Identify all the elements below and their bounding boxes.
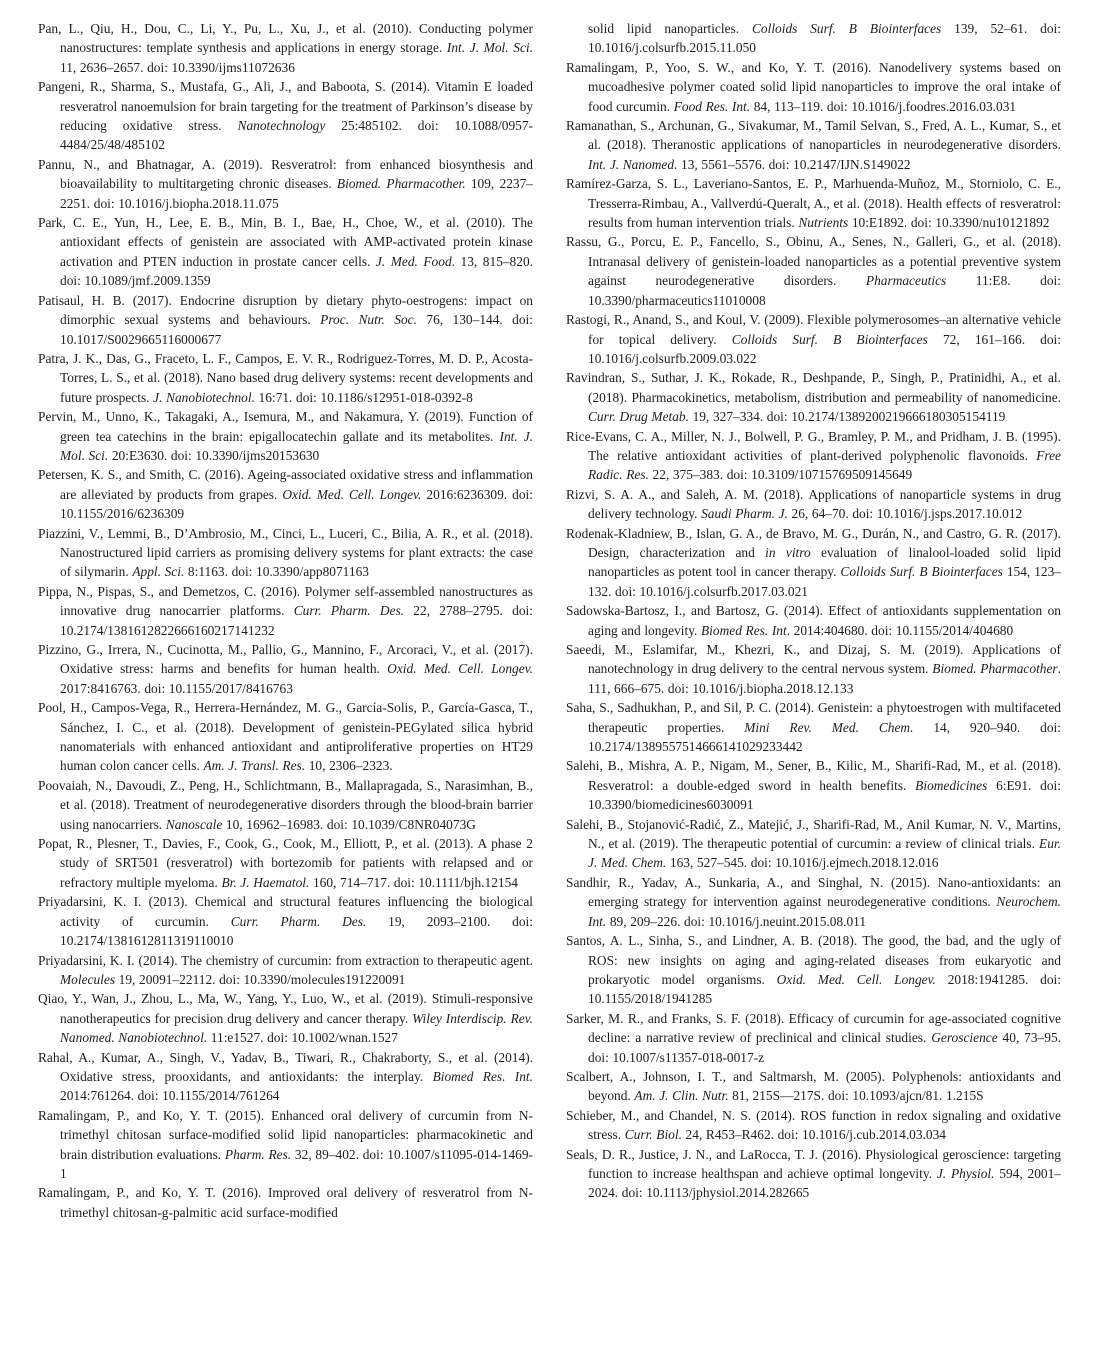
reference-text: Popat, R., Plesner, T., Davies, F., Cook, G., Cook, M., Elliott, P., et al. (2013). A phase 2 study of SRT501 (resveratrol) with bortezomib for patients with relapsed and or refractory multiple myeloma.: [38, 836, 533, 890]
journal-name: Molecules: [60, 971, 116, 987]
reference-text: 11, 2636–2657. doi: 10.3390/ijms11072636: [60, 59, 295, 75]
reference-text: Pan, L., Qiu, H., Dou, C., Li, Y., Pu, L., Xu, J., et al. (2010). Conducting polymer nanostructures: template synthesis and applications in energy storage.: [38, 21, 533, 56]
journal-name: Food Res. Int.: [673, 98, 751, 114]
journal-name: Curr. Biol.: [624, 1127, 682, 1143]
journal-name: Eur. J. Med. Chem.: [588, 836, 1061, 871]
reference-item: [38, 776, 533, 834]
reference-text: 8:1163. doi: 10.3390/app8071163: [184, 564, 369, 580]
reference-item: [566, 368, 1061, 426]
reference-text: evaluation of linalool-loaded solid lipid nanoparticles as potent tool in cancer therapy.: [588, 544, 1061, 580]
reference-text: Ramírez-Garza, S. L., Laveriano-Santos, E. P., Marhuenda-Muñoz, M., Storniolo, C. E., Tresserra-Rimbau, A., Vallverdú-Queralt, A., et al. (2018). Health effects of resveratrol: results from human intervention trials.: [566, 176, 1061, 231]
reference-text: 2014:761264. doi: 10.1155/2014/761264: [60, 1088, 280, 1104]
reference-text: 40, 73–95. doi: 10.1007/s11357-018-0017-z: [588, 1030, 1061, 1065]
reference-item: [566, 756, 1061, 814]
reference-item: [566, 815, 1061, 873]
references-column-left: [38, 19, 533, 1222]
reference-item: [38, 1048, 533, 1106]
journal-name: Colloids Surf. B Biointerfaces: [840, 564, 1003, 580]
reference-item: [566, 116, 1061, 174]
reference-item: [38, 465, 533, 523]
reference-item: [566, 931, 1061, 1009]
journal-name: Appl. Sci.: [132, 564, 185, 580]
reference-text: 81, 215S—217S. doi: 10.1093/ajcn/81. 1.215S: [728, 1088, 984, 1104]
reference-item: [38, 1106, 533, 1184]
journal-name: J. Physiol.: [936, 1165, 995, 1181]
journal-name: Pharm. Res.: [224, 1146, 292, 1162]
reference-text: Patra, J. K., Das, G., Fraceto, L. F., Campos, E. V. R., Rodriguez-Torres, M. D. P., Acosta-Torres, L. S., et al. (2018). Nano based drug delivery systems: recent developments and future prospects.: [38, 350, 533, 405]
reference-text: Petersen, K. S., and Smith, C. (2016). Ageing-associated oxidative stress and inflammation are alleviated by products from grapes.: [38, 467, 533, 502]
reference-text: Pool, H., Campos-Vega, R., Herrera-Hernández, M. G., García-Solis, P., García-Gasca, T., Sánchez, I. C., et al. (2018). Development of genistein-PEGylated silica hybrid nanomaterials with enhanced antioxidant and antiproliferative properties on HT29 human colon cancer cells.: [38, 700, 533, 774]
reference-item: [38, 1183, 533, 1222]
journal-name: Nanotechnology: [237, 118, 326, 134]
journal-name: Am. J. Transl. Res.: [203, 758, 306, 774]
reference-item: [38, 524, 533, 582]
reference-item: [38, 582, 533, 640]
journal-name: Mini Rev. Med. Chem.: [744, 719, 914, 735]
reference-item: [566, 1067, 1061, 1106]
reference-text: 11:e1527. doi: 10.1002/wnan.1527: [207, 1030, 398, 1046]
journal-name: Curr. Pharm. Des.: [293, 603, 405, 619]
reference-text: Rodenak-Kladniew, B., Islan, G. A., de Bravo, M. G., Durán, N., and Castro, G. R. (2017). Design, characterization and: [566, 525, 1061, 560]
reference-text: 22, 375–383. doi: 10.3109/10715769509145649: [648, 467, 913, 483]
reference-item: [38, 77, 533, 155]
reference-item: [566, 524, 1061, 602]
reference-text: Ramalingam, P., Yoo, S. W., and Ko, Y. T. (2016). Nanodelivery systems based on mucoadhesive polymer coated solid lipid nanoparticles to improve the oral intake of food curcumin.: [566, 59, 1061, 114]
reference-text: 163, 527–545. doi: 10.1016/j.ejmech.2018.12.016: [666, 855, 939, 871]
reference-item: [38, 989, 533, 1047]
journal-name: Oxid. Med. Cell. Longev.: [387, 661, 533, 677]
reference-item: [566, 58, 1061, 116]
journal-name: Oxid. Med. Cell. Longev.: [282, 486, 422, 502]
journal-name: in vitro: [765, 544, 811, 560]
journal-name: Biomedicines: [915, 777, 988, 793]
reference-text: Scalbert, A., Johnson, I. T., and Saltmarsh, M. (2005). Polyphenols: antioxidants and beyond.: [566, 1068, 1061, 1104]
reference-text: . 13, 815–820. doi: 10.1089/jmf.2009.1359: [60, 253, 533, 289]
reference-text: 10:E1892. doi: 10.3390/nu10121892: [848, 215, 1050, 231]
reference-item: [38, 892, 533, 950]
reference-text: 25:485102. doi: 10.1088/0957-4484/25/48/485102: [60, 118, 533, 153]
reference-text: 139, 52–61. doi: 10.1016/j.colsurfb.2015.11.050: [588, 21, 1061, 56]
reference-item-continuation: [566, 19, 1061, 58]
journal-name: Biomed. Pharmacother: [932, 661, 1058, 677]
reference-text: Ramalingam, P., and Ko, Y. T. (2015). Enhanced oral delivery of curcumin from N-trimethyl chitosan surface-modified solid lipid nanoparticles: pharmacokinetic and brain distribution evaluations.: [38, 1107, 533, 1162]
reference-text: Sadowska-Bartosz, I., and Bartosz, G. (2014). Effect of antioxidants supplementation on aging and longevity.: [566, 603, 1061, 638]
reference-text: 19, 2093–2100. doi: 10.2174/1381612811319110010: [60, 913, 533, 949]
reference-item: [566, 232, 1061, 310]
reference-item: [566, 698, 1061, 756]
journal-name: Neurochem. Int.: [588, 894, 1061, 929]
reference-text: Poovaiah, N., Davoudi, Z., Peng, H., Schlichtmann, B., Mallapragada, S., Narasimhan, B., et al. (2018). Treatment of neurodegenerative disorders through the blood-brain barrier using nanocarriers.: [38, 777, 533, 832]
reference-text: Pannu, N., and Bhatnagar, A. (2019). Resveratrol: from enhanced biosynthesis and bioavailability to multitargeting chronic diseases.: [38, 156, 533, 192]
reference-item: [38, 951, 533, 990]
reference-text: 594, 2001–2024. doi: 10.1113/jphysiol.2014.282665: [588, 1165, 1061, 1201]
journal-name: Colloids Surf. B Biointerfaces: [731, 331, 928, 347]
reference-item: [38, 213, 533, 291]
reference-text: . 2014:404680. doi: 10.1155/2014/404680: [786, 622, 1014, 638]
reference-text: Rastogi, R., Anand, S., and Koul, V. (2009). Flexible polymerosomes–an alternative vehicle for topical delivery.: [566, 312, 1061, 347]
reference-text: Ramanathan, S., Archunan, G., Sivakumar, M., Tamil Selvan, S., Fred, A. L., Kumar, S., et al. (2018). Theranostic applications of nanoparticles in neurodegenerative disorders.: [566, 118, 1061, 153]
reference-text: Schieber, M., and Chandel, N. S. (2014). ROS function in redox signaling and oxidative stress.: [566, 1107, 1061, 1143]
journal-name: Biomed. Pharmacother.: [336, 176, 466, 192]
reference-text: 24, R453–R462. doi: 10.1016/j.cub.2014.03.034: [681, 1127, 946, 1143]
reference-text: Pippa, N., Pispas, S., and Demetzos, C. (2016). Polymer self-assembled nanostructures as innovative drug nanocarrier platforms.: [38, 583, 533, 619]
references-columns: [38, 19, 1062, 1222]
journal-name: Int. J. Nanomed.: [588, 156, 678, 172]
reference-item: [38, 698, 533, 776]
reference-item: [566, 873, 1061, 931]
reference-text: Seals, D. R., Justice, J. N., and LaRocca, T. J. (2016). Physiological geroscience: targeting function to increase healthspan and achieve optimal longevity.: [566, 1146, 1061, 1181]
reference-text: Pangeni, R., Sharma, S., Mustafa, G., Ali, J., and Baboota, S. (2014). Vitamin E loaded resveratrol nanoemulsion for brain targeting for the treatment of Parkinson’s disease by reducing oxidative stress.: [38, 79, 533, 134]
reference-item: [566, 640, 1061, 698]
journal-name: Saudi Pharm. J.: [701, 506, 788, 522]
reference-text: 10, 16962–16983. doi: 10.1039/C8NR04073G: [222, 816, 476, 832]
reference-item: [38, 155, 533, 213]
reference-text: 84, 113–119. doi: 10.1016/j.foodres.2016.03.031: [750, 98, 1017, 114]
reference-text: 22, 2788–2795. doi: 10.2174/1381612822666160217141232: [60, 603, 533, 638]
reference-text: Pizzino, G., Irrera, N., Cucinotta, M., Pallio, G., Mannino, F., Arcoraci, V., et al. (2017). Oxidative stress: harms and benefits for human health.: [38, 642, 533, 677]
reference-text: 2017:8416763. doi: 10.1155/2017/8416763: [60, 680, 293, 696]
reference-item: [566, 1009, 1061, 1067]
reference-item: [566, 310, 1061, 368]
reference-text: Patisaul, H. B. (2017). Endocrine disruption by dietary phyto-oestrogens: impact on dimorphic sexual systems and behaviours.: [38, 292, 533, 328]
reference-text: 109, 2237–2251. doi: 10.1016/j.biopha.2018.11.075: [60, 176, 533, 211]
reference-text: Park, C. E., Yun, H., Lee, E. B., Min, B. I., Bae, H., Choe, W., et al. (2010). The antioxidant effects of genistein are associated with AMP-activated protein kinase activation and PTEN induction in prostate cancer cells.: [38, 215, 533, 269]
reference-text: Rahal, A., Kumar, A., Singh, V., Yadav, B., Tiwari, R., Chakraborty, S., et al. (2014). Oxidative stress, prooxidants, and antioxidants: the interplay.: [38, 1049, 533, 1084]
reference-text: Saha, S., Sadhukhan, P., and Sil, P. C. (2014). Genistein: a phytoestrogen with multifaceted therapeutic properties.: [566, 700, 1061, 735]
reference-text: 14, 920–940. doi: 10.2174/1389557514666141029233442: [588, 719, 1061, 755]
reference-item: [38, 640, 533, 698]
reference-item: [38, 407, 533, 465]
reference-text: Priyadarsini, K. I. (2013). Chemical and structural features influencing the biological activity of curcumin.: [38, 894, 533, 929]
reference-item: [566, 601, 1061, 640]
journal-name: Geroscience: [931, 1030, 998, 1046]
reference-text: 160, 714–717. doi: 10.1111/bjh.12154: [309, 874, 519, 890]
reference-text: solid lipid nanoparticles.: [588, 21, 752, 36]
reference-text: 72, 161–166. doi: 10.1016/j.colsurfb.2009.03.022: [588, 331, 1061, 366]
reference-text: 154, 123–132. doi: 10.1016/j.colsurfb.2017.03.021: [588, 564, 1061, 599]
journal-name: Int. J. Mol. Sci.: [60, 428, 533, 463]
reference-text: Ravindran, S., Suthar, J. K., Rokade, R., Deshpande, P., Singh, P., Pratinidhi, A., et al. (2018). Pharmacokinetics, metabolism, distribution and permeability of nanomedicine.: [566, 370, 1061, 405]
journal-name: Curr. Drug Metab.: [588, 409, 689, 425]
journal-name: Biomed Res. Int: [701, 622, 787, 638]
reference-item: [566, 1145, 1061, 1203]
journal-name: J. Nanobiotechnol.: [153, 389, 255, 405]
reference-text: . 111, 666–675. doi: 10.1016/j.biopha.2018.12.133: [588, 661, 1061, 696]
reference-text: Rizvi, S. A. A., and Saleh, A. M. (2018). Applications of nanoparticle systems in drug delivery technology.: [566, 486, 1061, 522]
reference-item: [38, 349, 533, 407]
reference-item: [38, 834, 533, 892]
reference-text: 26, 64–70. doi: 10.1016/j.jsps.2017.10.012: [787, 506, 1023, 522]
reference-item: [38, 291, 533, 349]
journal-name: Br. J. Haematol.: [221, 874, 310, 890]
journal-name: Curr. Pharm. Des.: [230, 913, 367, 929]
journal-name: Nutrients: [798, 215, 849, 231]
reference-text: 16:71. doi: 10.1186/s12951-018-0392-8: [254, 389, 473, 405]
reference-text: Priyadarsini, K. I. (2014). The chemistry of curcumin: from extraction to therapeutic agent.: [38, 952, 533, 968]
reference-text: 11:E8. doi: 10.3390/pharmaceutics11010008: [588, 273, 1061, 308]
reference-item: [566, 174, 1061, 232]
references-column-right: [566, 19, 1061, 1222]
journal-name: Am. J. Clin. Nutr.: [634, 1088, 729, 1104]
reference-text: Saeedi, M., Eslamifar, M., Khezri, K., and Dizaj, S. M. (2019). Applications of nanotechnology in drug delivery to the central nervous system.: [566, 642, 1061, 677]
reference-text: Santos, A. L., Sinha, S., and Lindner, A. B. (2018). The good, the bad, and the ugly of ROS: new insights on aging and aging-related diseases from eukaryotic and prokaryotic model organisms.: [566, 933, 1061, 987]
reference-item: [566, 427, 1061, 485]
reference-text: 10, 2306–2323.: [305, 758, 393, 774]
journal-name: Biomed Res. Int.: [432, 1068, 533, 1084]
reference-text: Pervin, M., Unno, K., Takagaki, A., Isemura, M., and Nakamura, Y. (2019). Function of green tea catechins in the brain: epigallocatechin gallate and its metabolites.: [38, 409, 533, 444]
journal-name: Oxid. Med. Cell. Longev.: [776, 971, 936, 987]
reference-text: 2018:1941285. doi: 10.1155/2018/1941285: [588, 971, 1062, 1007]
journal-name: Colloids Surf. B Biointerfaces: [751, 21, 942, 36]
journal-name: Wiley Interdiscip. Rev. Nanomed. Nanobiotechnol.: [60, 1010, 533, 1046]
reference-text: Salehi, B., Mishra, A. P., Nigam, M., Sener, B., Kilic, M., Sharifi-Rad, M., et al. (2018). Resveratrol: a double-edged sword in health benefits.: [566, 758, 1061, 793]
reference-text: 6:E91. doi: 10.3390/biomedicines6030091: [588, 777, 1061, 813]
reference-text: 2016:6236309. doi: 10.1155/2016/6236309: [60, 486, 534, 522]
reference-text: 13, 5561–5576. doi: 10.2147/IJN.S149022: [677, 156, 911, 172]
reference-item: [566, 485, 1061, 524]
journal-name: Free Radic. Res.: [588, 447, 1061, 483]
reference-text: 20:E3630. doi: 10.3390/ijms20153630: [108, 447, 320, 463]
journal-name: Pharmaceutics: [865, 273, 947, 289]
reference-text: Rassu, G., Porcu, E. P., Fancello, S., Obinu, A., Senes, N., Galleri, G., et al. (2018). Intranasal delivery of genistein-loaded nanoparticles as a potential preventive system against neurodegenerative disorders.: [566, 234, 1061, 289]
journal-name: J. Med. Food: [375, 253, 452, 269]
reference-text: Piazzini, V., Lemmi, B., D’Ambrosio, M., Cinci, L., Luceri, C., Bilia, A. R., et al. (2018). Nanostructured lipid carriers as promising delivery systems for plant extracts: the case of silymarin.: [38, 525, 533, 580]
reference-text: 19, 327–334. doi: 10.2174/1389200219666180305154119: [688, 409, 1006, 425]
reference-text: 76, 130–144. doi: 10.1017/S0029665116000677: [60, 312, 533, 347]
journal-name: Proc. Nutr. Soc.: [320, 312, 417, 328]
reference-text: 32, 89–402. doi: 10.1007/s11095-014-1469-1: [60, 1146, 533, 1181]
reference-text: Ramalingam, P., and Ko, Y. T. (2016). Improved oral delivery of resveratrol from N-trimethyl chitosan-g-palmitic acid surface-modified: [38, 1185, 533, 1220]
reference-text: 89, 209–226. doi: 10.1016/j.neuint.2015.08.011: [606, 913, 867, 929]
reference-item: [38, 19, 533, 77]
journal-name: Int. J. Mol. Sci.: [446, 40, 533, 56]
reference-text: Salehi, B., Stojanović-Radić, Z., Matejić, J., Sharifi-Rad, M., Anil Kumar, N. V., Martins, N., et al. (2019). The therapeutic potential of curcumin: a review of clinical trials.: [566, 816, 1061, 852]
reference-text: Sandhir, R., Yadav, A., Sunkaria, A., and Singhal, N. (2015). Nano-antioxidants: an emerging strategy for intervention against neurodegenerative conditions.: [566, 874, 1061, 910]
reference-item: [566, 1106, 1061, 1145]
reference-text: 19, 20091–22112. doi: 10.3390/molecules191220091: [115, 971, 406, 987]
reference-text: Qiao, Y., Wan, J., Zhou, L., Ma, W., Yang, Y., Luo, W., et al. (2019). Stimuli-responsive nanotherapeutics for precision drug delivery and cancer therapy.: [38, 991, 533, 1026]
reference-text: Rice-Evans, C. A., Miller, N. J., Bolwell, P. G., Bramley, P. M., and Pridham, J. B. (1995). The relative antioxidant activities of plant-derived polyphenolic flavonoids.: [566, 428, 1061, 463]
reference-text: Sarker, M. R., and Franks, S. F. (2018). Efficacy of curcumin for age-associated cognitive decline: a narrative review of preclinical and clinical studies.: [566, 1010, 1061, 1046]
journal-name: Nanoscale: [165, 816, 223, 832]
